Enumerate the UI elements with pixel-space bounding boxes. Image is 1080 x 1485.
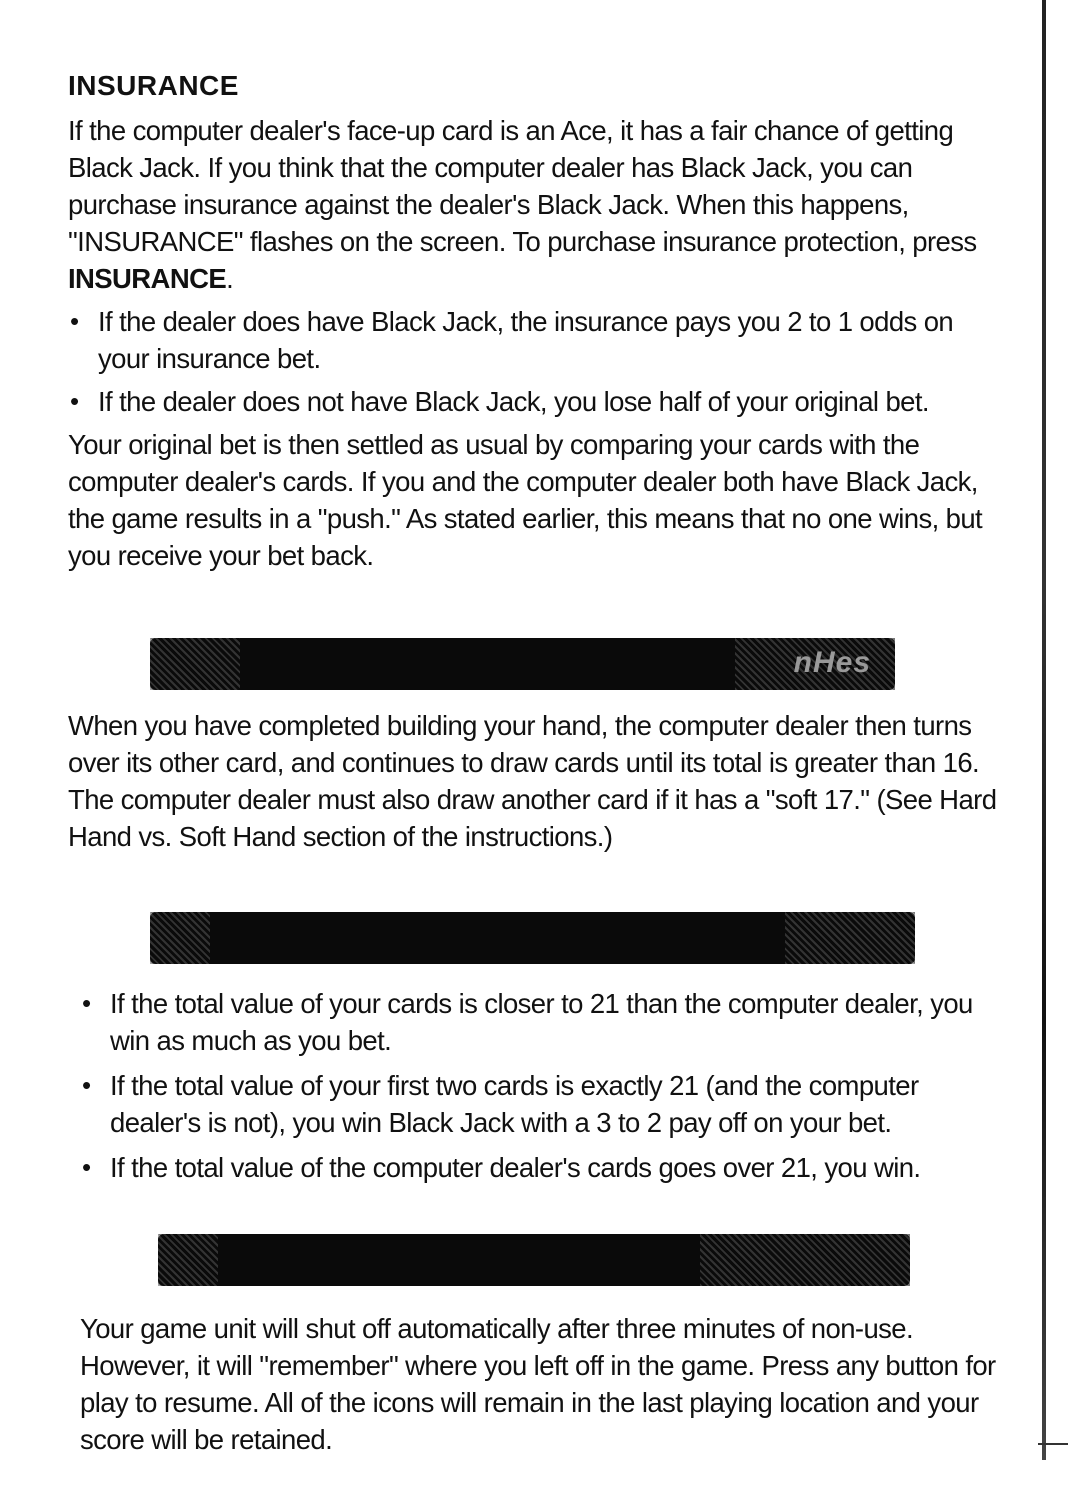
banner-texture [150,912,210,964]
banner-texture [150,638,240,690]
section-banner-winning [150,912,915,964]
insurance-intro [68,112,1003,297]
insurance-closing: Your original bet is then settled as usual by comparing your cards with the computer dealer's cards. If you and the computer dealer both have Black Jack, the game results in a "push." As stated earlier, this means that no one wins, but you receive your bet back. [68,429,983,571]
insurance-bullet-list [68,303,1003,420]
scan-edge-mark [1038,1443,1068,1445]
insurance-intro-end: . [226,263,234,294]
banner-texture [785,912,915,964]
dealer-section [68,707,1003,855]
insurance-button-name: INSURANCE [68,263,227,294]
insurance-intro-text: If the computer dealer's face-up card is an Ace, it has a fair chance of getting Black Jack. If you think that the computer dealer has Black Jack, you can purchase insurance against the dealer's Black Jack. When this happens, "INSURANCE" flashes on the screen. To purchase insurance protection, press [68,115,977,257]
insurance-section [68,112,1003,574]
winning-bullet: • If the total value of your first two cards is exactly 21 (and the computer dealer's is not), you win Black Jack with a 3 to 2 pay off on your bet. [80,1067,1005,1141]
insurance-heading: INSURANCE [68,70,239,101]
dealer-text: When you have completed building your hand, the computer dealer then turns over its other card, and continues to draw cards until its total is greater than 16. The computer dealer must also draw another card if it has a "soft 17." (See Hard Hand vs. Soft Hand section of the instructions.) [68,710,997,852]
banner-texture [700,1234,910,1286]
winning-section [80,985,1005,1186]
winning-bullet: • If the total value of your cards is closer to 21 than the computer dealer, you win as much as you bet. [80,985,1005,1059]
insurance-bullet: • If the dealer does have Black Jack, the insurance pays you 2 to 1 odds on your insurance bet. [68,303,1003,377]
insurance-bullet: • If the dealer does not have Black Jack, you lose half of your original bet. [68,383,1003,420]
autoshutoff-section [80,1310,1005,1458]
banner-title: nHes [793,646,871,679]
section-banner-dealer [150,638,895,690]
autoshutoff-text: Your game unit will shut off automatically after three minutes of non-use. However, it will "remember" where you left off in the game. Press any button for play to resume. All of the icons will remain in the last playing location and your score will be retained. [80,1313,996,1455]
section-banner-autoshutoff [158,1234,910,1286]
scan-edge-line [1042,0,1046,1460]
winning-bullet: • If the total value of the computer dealer's cards goes over 21, you win. [80,1149,1005,1186]
winning-bullet-list [80,985,1005,1186]
banner-texture [158,1234,218,1286]
